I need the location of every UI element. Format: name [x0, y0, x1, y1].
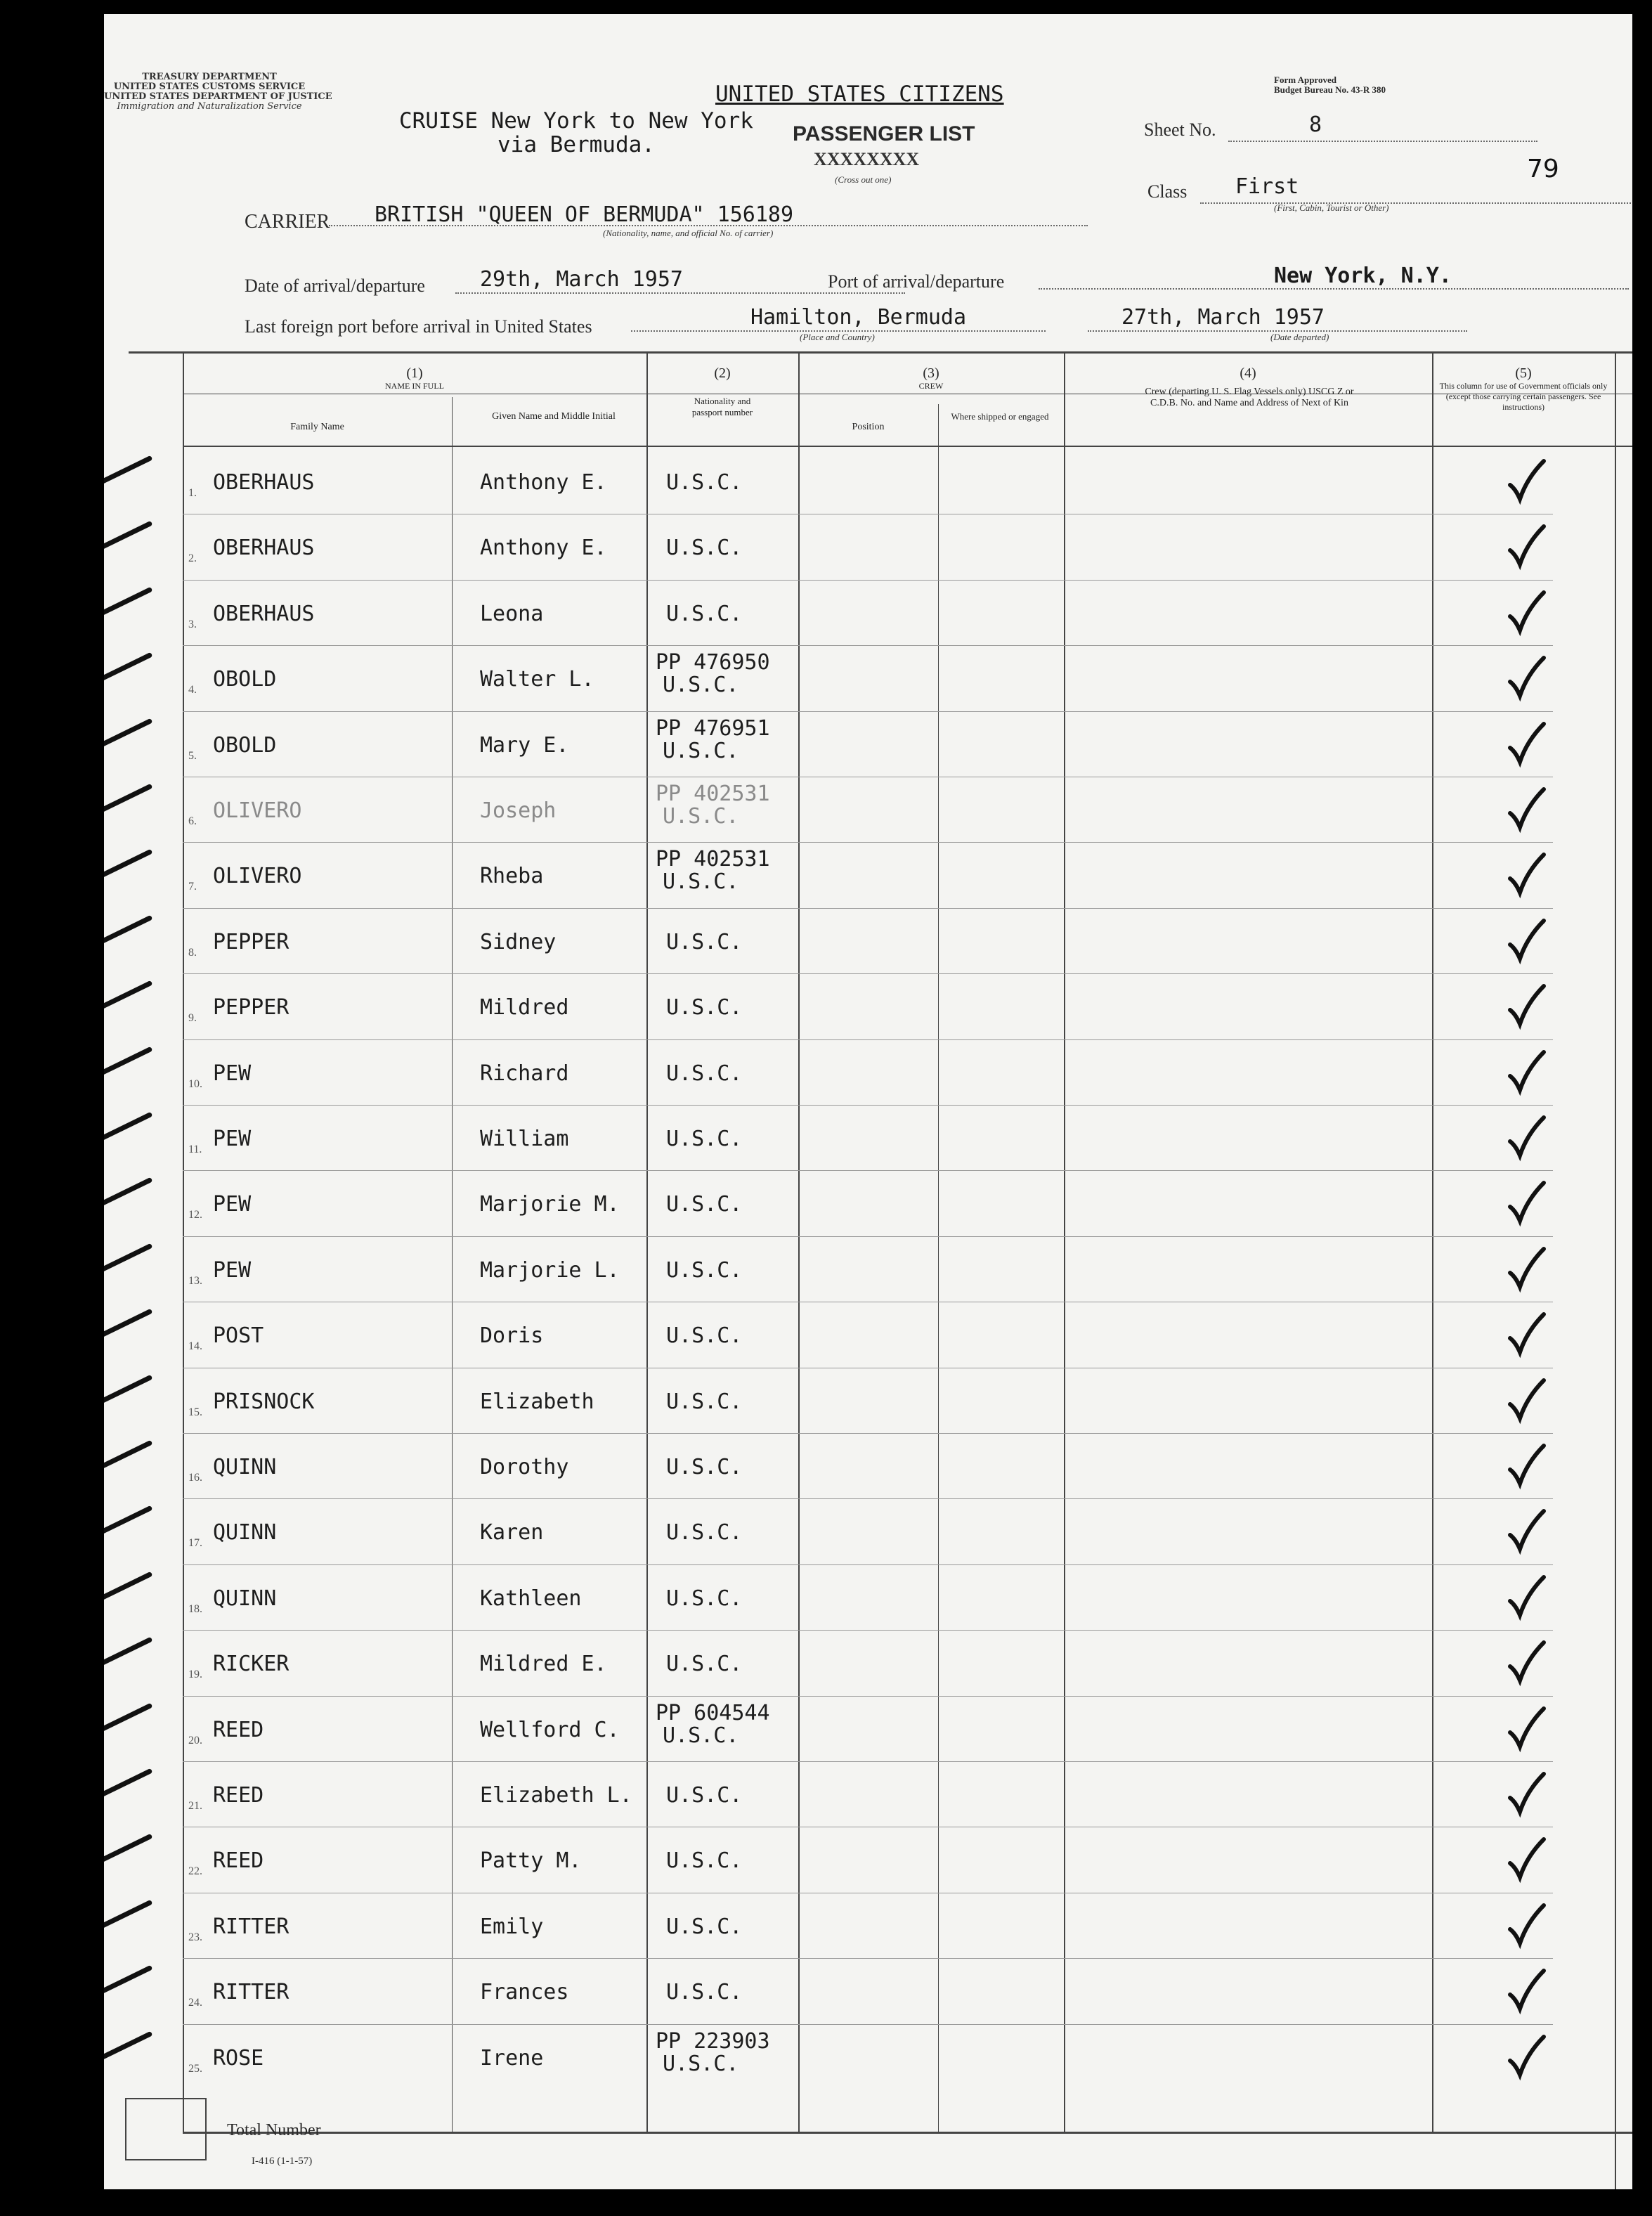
check-mark-icon — [1506, 720, 1548, 769]
check-mark-icon — [1506, 2033, 1548, 2082]
date-label: Date of arrival/departure — [245, 276, 425, 296]
budget-bureau: Budget Bureau No. 43-R 380 — [1274, 84, 1386, 95]
manifest-page — [104, 14, 1632, 2189]
given-name: Patty M. — [480, 1848, 582, 1874]
passport-number: PP 476950 — [656, 650, 770, 675]
row-divider — [183, 1039, 1553, 1040]
check-mark-icon — [1506, 654, 1548, 703]
given-name: Anthony E. — [480, 470, 607, 495]
nationality: U.S.C. — [666, 1323, 743, 1349]
given-name: Frances — [480, 1980, 569, 2005]
row-number: 3. — [188, 618, 197, 630]
row-number: 16. — [188, 1472, 202, 1484]
last-port-value: Hamilton, Bermuda — [750, 305, 967, 330]
given-name: Mildred E. — [480, 1652, 607, 1677]
nationality: U.S.C. — [663, 869, 739, 895]
family-name: PEW — [213, 1257, 252, 1283]
given-name: Kathleen — [480, 1586, 582, 1611]
passport-number: PP 402531 — [656, 782, 770, 806]
row-number: 21. — [188, 1800, 202, 1812]
row-number: 20. — [188, 1734, 202, 1747]
agency-line-2: UNITED STATES CUSTOMS SERVICE — [113, 82, 306, 92]
crossed-out-label: XXXXXXXX — [814, 149, 920, 169]
row-number: 24. — [188, 1997, 202, 2009]
given-name: Anthony E. — [480, 536, 607, 561]
tally-mark — [104, 1768, 152, 1810]
tally-mark — [104, 1505, 152, 1547]
check-mark-icon — [1506, 1638, 1548, 1687]
family-name: OLIVERO — [213, 864, 302, 889]
tally-mark — [104, 1243, 152, 1285]
family-name: OBERHAUS — [213, 536, 315, 561]
col1-number: (1) — [406, 365, 423, 381]
col2-number: (2) — [714, 365, 731, 381]
tally-mark — [104, 455, 152, 497]
given-name: Joseph — [480, 798, 557, 823]
tally-mark — [104, 849, 152, 890]
row-divider — [183, 1696, 1553, 1697]
row-number: 18. — [188, 1602, 202, 1615]
check-mark-icon — [1506, 1310, 1548, 1359]
row-divider — [183, 1105, 1553, 1106]
date-departed: 27th, March 1957 — [1121, 305, 1325, 330]
check-mark-icon — [1506, 1048, 1548, 1097]
row-number: 9. — [188, 1012, 197, 1025]
row-number: 25. — [188, 2062, 202, 2075]
carrier-hint: (Nationality, name, and official No. of carrier) — [603, 228, 774, 238]
row-divider — [183, 908, 1553, 909]
col1-title: NAME IN FULL — [385, 381, 444, 391]
given-name: Dorothy — [480, 1455, 569, 1479]
family-name: POST — [213, 1323, 264, 1349]
row-number: 23. — [188, 1931, 202, 1943]
family-name: RITTER — [213, 1914, 290, 1939]
date-value: 29th, March 1957 — [480, 267, 683, 292]
passenger-list-label: PASSENGER LIST — [793, 122, 975, 145]
col4-number: (4) — [1240, 365, 1256, 381]
family-name: REED — [213, 1717, 264, 1742]
sheet-label: Sheet No. — [1144, 119, 1216, 140]
given-name: Leona — [480, 601, 544, 626]
passport-number: PP 604544 — [656, 1700, 770, 1725]
family-name: REED — [213, 1783, 264, 1808]
family-name: OLIVERO — [213, 798, 302, 823]
given-name: Walter L. — [480, 667, 594, 692]
family-name: QUINN — [213, 1520, 277, 1546]
col2-title: Nationality and passport number — [691, 396, 753, 417]
given-name: Mary E. — [480, 732, 569, 758]
tally-mark — [104, 587, 152, 628]
family-name: REED — [213, 1848, 264, 1874]
nationality: U.S.C. — [663, 738, 739, 763]
port-label: Port of arrival/departure — [828, 271, 1005, 292]
row-divider — [183, 842, 1553, 843]
row-number: 4. — [188, 684, 197, 696]
check-mark-icon — [1506, 850, 1548, 900]
check-mark-icon — [1506, 588, 1548, 637]
row-divider — [183, 1564, 1553, 1565]
nationality: U.S.C. — [666, 601, 743, 626]
agency-line-3: UNITED STATES DEPARTMENT OF JUSTICE — [104, 91, 332, 102]
nationality: U.S.C. — [666, 1257, 743, 1283]
family-name: OBOLD — [213, 667, 277, 692]
col3-title: CREW — [918, 381, 944, 391]
nationality: U.S.C. — [666, 1783, 743, 1808]
tally-mark — [104, 652, 152, 694]
nationality: U.S.C. — [666, 1127, 743, 1151]
family-name: OBERHAUS — [213, 470, 315, 495]
tally-mark — [104, 2030, 152, 2072]
port-value: New York, N.Y. — [1274, 264, 1452, 288]
row-number: 13. — [188, 1274, 202, 1287]
family-name: QUINN — [213, 1455, 277, 1479]
tally-mark — [104, 1112, 152, 1153]
col4-title: Crew (departing U. S. Flag Vessels only) USCG Z or C.D.B. No. and Name and Address of Next of Kin — [1145, 387, 1354, 408]
family-name: PRISNOCK — [213, 1389, 315, 1414]
row-number: 15. — [188, 1406, 202, 1418]
tally-mark — [104, 1637, 152, 1678]
row-number: 8. — [188, 946, 197, 959]
tally-mark — [104, 1440, 152, 1482]
sheet-number: 8 — [1309, 112, 1322, 137]
family-name: ROSE — [213, 2045, 264, 2071]
cruise-line-1: CRUISE New York to New York — [399, 108, 753, 134]
given-name: Elizabeth — [480, 1389, 594, 1414]
tally-mark — [104, 1046, 152, 1087]
row-number: 19. — [188, 1669, 202, 1681]
row-divider — [183, 1761, 1553, 1762]
row-divider — [183, 1170, 1553, 1171]
col-where-shipped: Where shipped or engaged — [951, 411, 1049, 422]
check-mark-icon — [1506, 1441, 1548, 1491]
last-port-label: Last foreign port before arrival in United States — [245, 316, 592, 337]
tally-mark — [104, 1309, 152, 1350]
family-name: OBERHAUS — [213, 601, 315, 626]
row-number: 22. — [188, 1865, 202, 1878]
row-number: 11. — [188, 1143, 202, 1155]
check-mark-icon — [1506, 1179, 1548, 1228]
given-name: Sidney — [480, 929, 557, 954]
nationality: U.S.C. — [666, 1980, 743, 2005]
total-label: Total Number — [227, 2121, 321, 2139]
col3-number: (3) — [923, 365, 939, 381]
check-mark-icon — [1506, 1770, 1548, 1819]
given-name: Rheba — [480, 864, 544, 889]
class-value: First — [1235, 174, 1299, 199]
check-mark-icon — [1506, 1573, 1548, 1622]
check-mark-icon — [1506, 1966, 1548, 2016]
last-port-hint: (Place and Country) — [800, 332, 875, 342]
total-box — [125, 2098, 207, 2160]
nationality: U.S.C. — [666, 1520, 743, 1546]
check-mark-icon — [1506, 785, 1548, 834]
form-approved: Form Approved — [1274, 74, 1336, 85]
row-divider — [183, 711, 1553, 712]
col-family-name: Family Name — [290, 422, 344, 432]
check-mark-icon — [1506, 1704, 1548, 1754]
nationality: U.S.C. — [663, 673, 739, 698]
family-name: PEPPER — [213, 995, 290, 1020]
row-number: 14. — [188, 1340, 202, 1353]
nationality: U.S.C. — [666, 1652, 743, 1677]
tally-mark — [104, 718, 152, 759]
tally-mark — [104, 1900, 152, 1941]
given-name: Emily — [480, 1914, 544, 1939]
nationality: U.S.C. — [666, 1389, 743, 1414]
row-divider — [183, 1630, 1553, 1631]
row-number: 5. — [188, 749, 197, 762]
tally-mark — [104, 1374, 152, 1415]
given-name: Richard — [480, 1061, 569, 1086]
family-name: PEW — [213, 1127, 252, 1151]
given-name: Karen — [480, 1520, 544, 1546]
passport-number: PP 223903 — [656, 2028, 770, 2054]
family-name: RICKER — [213, 1652, 290, 1677]
given-name: William — [480, 1127, 569, 1151]
passport-number: PP 476951 — [656, 715, 770, 741]
row-number: 2. — [188, 552, 197, 565]
nationality: U.S.C. — [666, 1192, 743, 1217]
given-name: Mildred — [480, 995, 569, 1020]
passport-number: PP 402531 — [656, 847, 770, 872]
tally-mark — [104, 915, 152, 957]
list-title: UNITED STATES CITIZENS — [715, 82, 1004, 107]
row-divider — [183, 2024, 1553, 2025]
form-number: I-416 (1-1-57) — [252, 2156, 313, 2167]
check-mark-icon — [1506, 1376, 1548, 1425]
check-mark-icon — [1506, 1245, 1548, 1294]
row-divider — [183, 1433, 1553, 1434]
col-position: Position — [852, 422, 885, 432]
tally-mark — [104, 1177, 152, 1219]
row-divider — [183, 1498, 1553, 1499]
nationality: U.S.C. — [663, 2051, 739, 2076]
family-name: RITTER — [213, 1980, 290, 2005]
page-number: 79 — [1527, 155, 1559, 183]
tally-mark — [104, 1572, 152, 1613]
date-departed-hint: (Date departed) — [1270, 332, 1329, 342]
check-mark-icon — [1506, 1507, 1548, 1556]
agency-line-4: Immigration and Naturalization Service — [117, 101, 302, 112]
nationality: U.S.C. — [666, 1848, 743, 1874]
tally-mark — [104, 521, 152, 562]
family-name: QUINN — [213, 1586, 277, 1611]
nationality: U.S.C. — [666, 1455, 743, 1479]
tally-mark — [104, 980, 152, 1022]
family-name: PEW — [213, 1061, 252, 1086]
carrier-label: CARRIER — [245, 211, 330, 233]
cross-out-hint: (Cross out one) — [835, 174, 892, 185]
check-mark-icon — [1506, 982, 1548, 1031]
row-number: 12. — [188, 1209, 202, 1222]
given-name: Marjorie M. — [480, 1192, 620, 1217]
row-number: 10. — [188, 1077, 202, 1090]
given-name: Elizabeth L. — [480, 1783, 632, 1808]
row-number: 1. — [188, 487, 197, 499]
check-mark-icon — [1506, 1835, 1548, 1884]
class-label: Class — [1147, 181, 1188, 202]
col5-number: (5) — [1515, 365, 1532, 381]
tally-mark — [104, 1702, 152, 1744]
row-number: 7. — [188, 881, 197, 893]
tally-mark — [104, 1834, 152, 1875]
family-name: PEPPER — [213, 929, 290, 954]
check-mark-icon — [1506, 1901, 1548, 1950]
nationality: U.S.C. — [666, 1586, 743, 1611]
row-divider — [183, 1958, 1553, 1959]
agency-line-1: TREASURY DEPARTMENT — [142, 72, 277, 82]
check-mark-icon — [1506, 457, 1548, 506]
nationality: U.S.C. — [663, 804, 739, 829]
nationality: U.S.C. — [666, 536, 743, 561]
nationality: U.S.C. — [666, 929, 743, 954]
col-given-name: Given Name and Middle Initial — [492, 411, 616, 422]
row-divider — [183, 1236, 1553, 1237]
nationality: U.S.C. — [666, 1914, 743, 1939]
row-divider — [183, 973, 1553, 974]
check-mark-icon — [1506, 1113, 1548, 1162]
nationality: U.S.C. — [663, 1723, 739, 1748]
tally-mark — [104, 784, 152, 825]
family-name: OBOLD — [213, 732, 277, 758]
row-divider — [183, 645, 1553, 646]
col5-title: This column for use of Government officials only (except those carrying certain passengers. See instructions) — [1439, 381, 1608, 412]
given-name: Wellford C. — [480, 1717, 620, 1742]
row-divider — [183, 580, 1553, 581]
check-mark-icon — [1506, 916, 1548, 966]
class-hint: (First, Cabin, Tourist or Other) — [1274, 202, 1389, 213]
nationality: U.S.C. — [666, 1061, 743, 1086]
carrier-value: BRITISH "QUEEN OF BERMUDA" 156189 — [375, 202, 794, 227]
row-number: 17. — [188, 1537, 202, 1550]
family-name: PEW — [213, 1192, 252, 1217]
tally-mark — [104, 1965, 152, 2007]
nationality: U.S.C. — [666, 995, 743, 1020]
row-number: 6. — [188, 815, 197, 827]
check-mark-icon — [1506, 522, 1548, 571]
given-name: Irene — [480, 2045, 544, 2071]
nationality: U.S.C. — [666, 470, 743, 495]
given-name: Marjorie L. — [480, 1257, 620, 1283]
given-name: Doris — [480, 1323, 544, 1349]
cruise-line-2: via Bermuda. — [497, 132, 655, 157]
